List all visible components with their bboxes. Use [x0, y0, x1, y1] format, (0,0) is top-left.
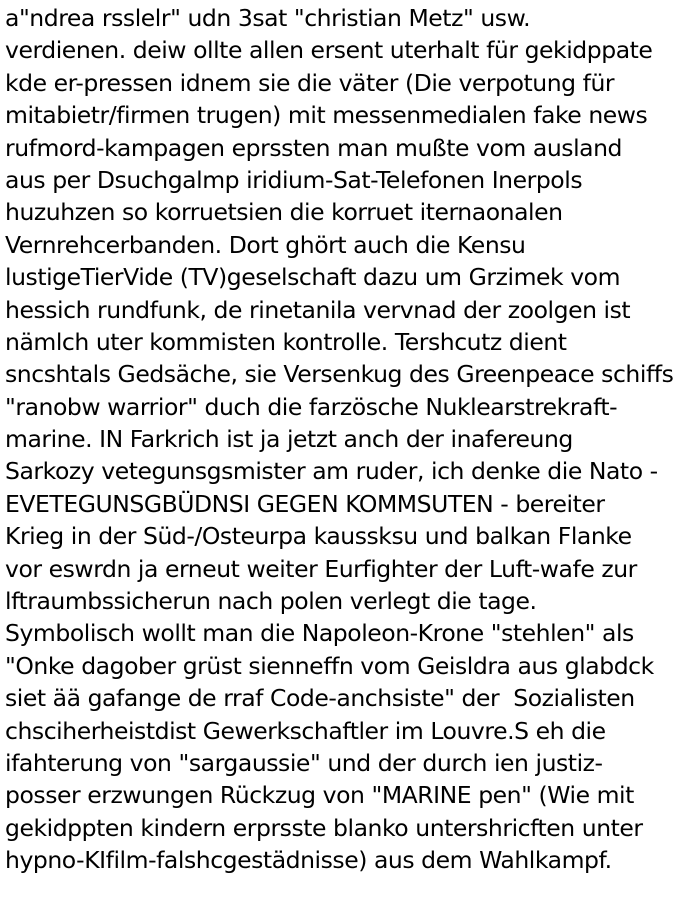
text-line-6: aus per Dsuchgalmp iridium-Sat-Telefonen Inerpols [5, 165, 583, 194]
text-line-21: "Onke dagober grüst sienneffn vom Geisldra aus glabdck [5, 651, 654, 680]
text-line-13: "ranobw warrior" duch die farzösche Nuklearstrekraft- [5, 392, 618, 421]
text-line-4: mitabietr/firmen trugen) mit messenmedialen fake news [5, 101, 648, 130]
text-line-11: nämlch uter kommisten kontrolle. Tershcutz dient [5, 327, 567, 356]
text-line-2: verdienen. deiw ollte allen ersent uterhalt für gekidppate [5, 36, 653, 65]
text-line-17: Krieg in der Süd-/Osteurpa kaussksu und balkan Flanke [5, 522, 632, 551]
text-line-27: hypno-KIfilm-falshcgestädnisse) aus dem Wahlkampf. [5, 846, 612, 875]
text-line-9: lustigeTierVide (TV)geselschaft dazu um Grzimek vom [5, 263, 621, 292]
text-line-23: chsciherheistdist Gewerkschaftler im Louvre.S eh die [5, 716, 606, 745]
text-line-25: posser erzwungen Rückzug von "MARINE pen" (Wie mit [5, 781, 634, 810]
text-line-26: gekidppten kindern erprsste blanko untershricften unter [5, 813, 643, 842]
text-line-19: lftraumbssicherun nach polen verlegt die tage. [5, 587, 537, 616]
text-line-22: siet ää gafange de rraf Code-anchsiste" der Sozialisten [5, 684, 635, 713]
text-line-14: marine. IN Farkrich ist ja jetzt anch der inafereung [5, 425, 573, 454]
text-line-10: hessich rundfunk, de rinetanila vervnad der zoolgen ist [5, 295, 631, 324]
text-line-12: sncshtals Gedsäche, sie Versenkug des Greenpeace schiffs [5, 360, 674, 389]
text-line-8: Vernrehcerbanden. Dort ghört auch die Kensu [5, 230, 526, 259]
text-line-5: rufmord-kampagen eprssten man mußte vom ausland [5, 133, 623, 162]
text-line-7: huzuhzen so korruetsien die korruet iternaonalen [5, 198, 563, 227]
text-line-20: Symbolisch wollt man die Napoleon-Krone "stehlen" als [5, 619, 634, 648]
text-line-3: kde er-pressen idnem sie die väter (Die verpotung für [5, 68, 615, 97]
text-line-24: ifahterung von "sargaussie" und der durch ien justiz- [5, 748, 603, 777]
text-line-18: vor eswrdn ja erneut weiter Eurfighter der Luft-wafe zur [5, 554, 637, 583]
text-line-16: EVETEGUNSGBÜDNSI GEGEN KOMMSUTEN - bereiter [5, 489, 605, 518]
text-line-15: Sarkozy vetegunsgsmister am ruder, ich denke die Nato - [5, 457, 658, 486]
body-text [5, 2, 681, 877]
text-line-1: a"ndrea rsslelr" udn 3sat "christian Metz" usw. [5, 4, 531, 32]
